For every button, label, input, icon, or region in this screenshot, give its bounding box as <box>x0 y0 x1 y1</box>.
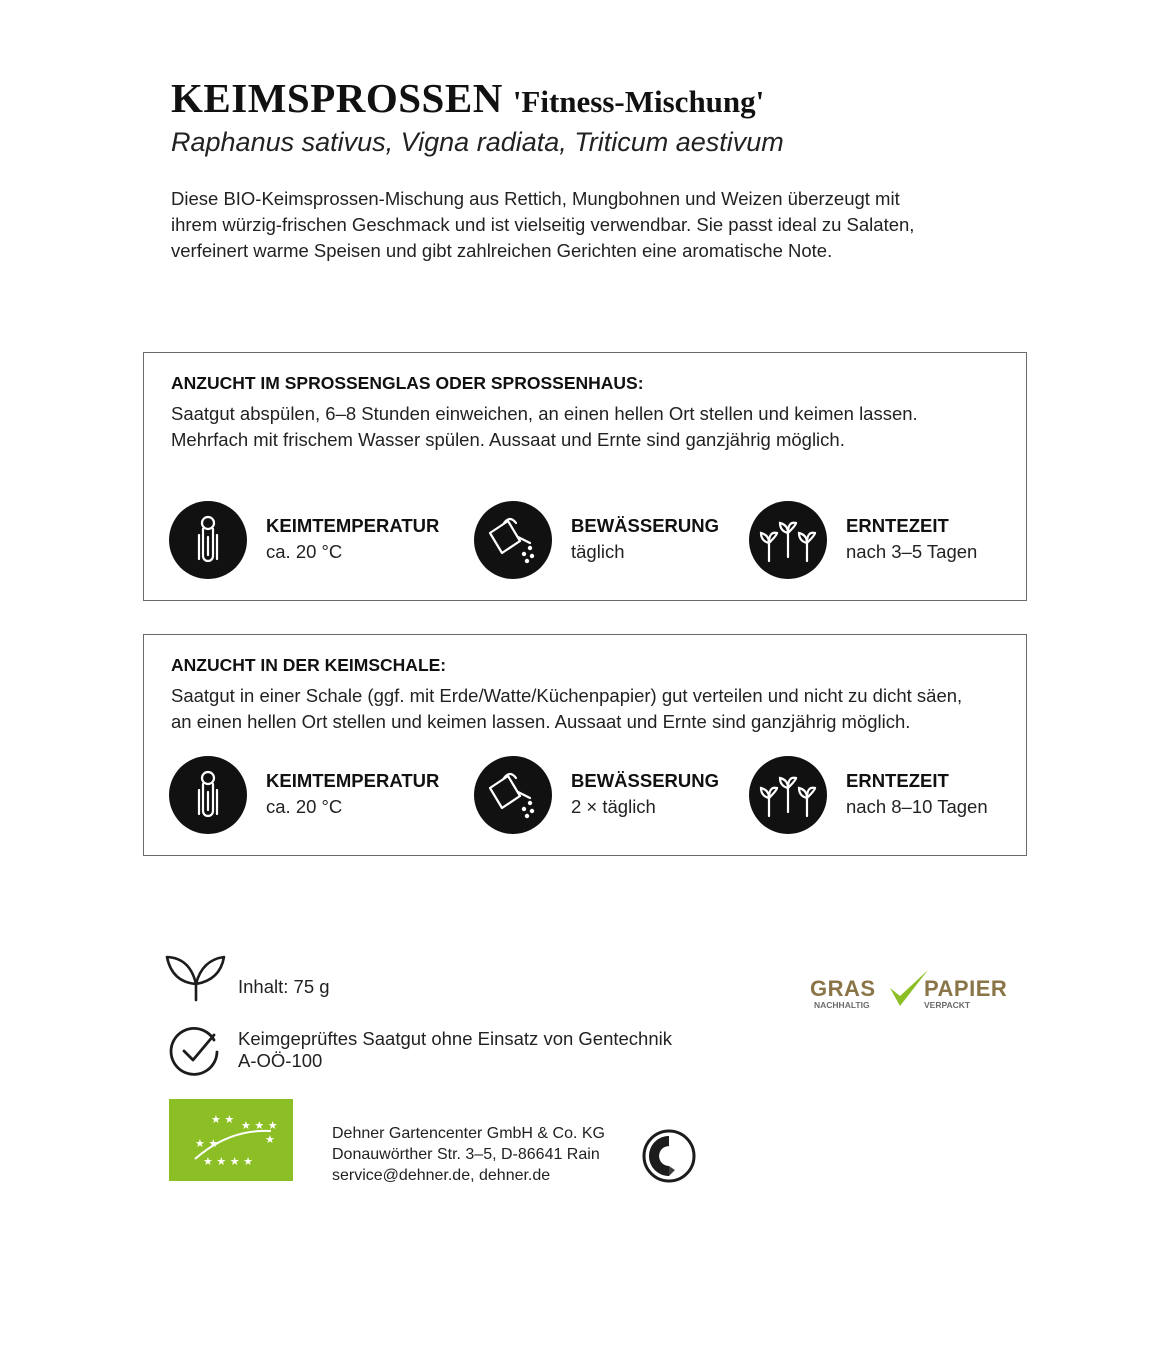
botanical-names: Raphanus sativus, Vigna radiata, Triticum aestivum <box>171 127 784 157</box>
section-text <box>171 401 918 453</box>
thermometer-icon <box>169 501 247 579</box>
company-name: Dehner Gartencenter GmbH & Co. KG <box>332 1125 605 1142</box>
feature-value: nach 3–5 Tagen <box>846 541 978 562</box>
certification-code: A-OÖ-100 <box>238 1050 323 1071</box>
feature-harvest <box>749 756 1019 834</box>
feature-label: ERNTEZEIT <box>846 515 949 536</box>
section-heading: ANZUCHT IN DER KEIMSCHALE: <box>171 655 447 675</box>
section-text <box>171 683 962 735</box>
checkmark-circle-icon <box>168 1024 222 1083</box>
feature-value: 2 × täglich <box>571 796 656 817</box>
green-dot-icon <box>641 1128 697 1189</box>
graspapier-logo <box>810 968 1010 1014</box>
graspapier-sub1: NACHHALTIG <box>814 1000 870 1010</box>
feature-value: nach 8–10 Tagen <box>846 796 988 817</box>
intro-line: ihrem würzig-frischen Geschmack und ist vielseitig verwendbar. Sie passt ideal zu Salaten, <box>171 214 915 235</box>
product-title <box>171 74 764 122</box>
feature-value: ca. 20 °C <box>266 541 343 562</box>
thermometer-icon <box>169 756 247 834</box>
company-address <box>332 1123 605 1186</box>
certification-text <box>238 1028 672 1072</box>
company-contact: service@dehner.de, dehner.de <box>332 1167 551 1184</box>
certification-line: Keimgeprüftes Saatgut ohne Einsatz von Gentechnik <box>238 1028 672 1049</box>
section-text-line: Mehrfach mit frischem Wasser spülen. Aussaat und Ernte sind ganzjährig möglich. <box>171 429 845 450</box>
feature-temperature <box>169 501 469 579</box>
feature-label: ERNTEZEIT <box>846 770 949 791</box>
intro-text <box>171 186 1001 264</box>
svg-text:★: ★ <box>265 1133 275 1146</box>
sprouts-icon <box>749 501 827 579</box>
graspapier-sub2: VERPACKT <box>924 1000 971 1010</box>
watering-can-icon <box>474 501 552 579</box>
feature-value: täglich <box>571 541 625 562</box>
section-sprout-jar <box>143 352 1027 601</box>
title-variety: 'Fitness-Mischung' <box>512 84 765 119</box>
feature-watering <box>474 501 754 579</box>
feature-label: BEWÄSSERUNG <box>571 515 720 536</box>
section-heading: ANZUCHT IM SPROSSENGLAS ODER SPROSSENHAUS: <box>171 373 644 393</box>
graspapier-check-icon <box>886 968 930 1012</box>
company-street: Donauwörther Str. 3–5, D-86641 Rain <box>332 1146 600 1163</box>
feature-label: BEWÄSSERUNG <box>571 770 720 791</box>
feature-value: ca. 20 °C <box>266 796 343 817</box>
title-main: KEIMSPROSSEN <box>171 75 503 121</box>
sprouts-icon <box>749 756 827 834</box>
svg-text:★ ★ ★: ★ ★ ★ <box>241 1119 278 1132</box>
svg-text:★ ★: ★ ★ <box>211 1113 235 1126</box>
svg-text:★ ★: ★ ★ <box>195 1137 219 1150</box>
feature-temperature <box>169 756 469 834</box>
section-text-line: Saatgut abspülen, 6–8 Stunden einweichen, an einen hellen Ort stellen und keimen lassen. <box>171 403 918 424</box>
graspapier-word1: GRAS <box>810 976 876 1001</box>
eu-organic-leaf-logo <box>169 1099 293 1181</box>
feature-harvest <box>749 501 1019 579</box>
section-sprout-tray <box>143 634 1027 856</box>
feature-label: KEIMTEMPERATUR <box>266 515 440 536</box>
svg-text:★ ★ ★ ★: ★ ★ ★ ★ <box>203 1155 253 1168</box>
feature-label: KEIMTEMPERATUR <box>266 770 440 791</box>
intro-line: Diese BIO-Keimsprossen-Mischung aus Rettich, Mungbohnen und Weizen überzeugt mit <box>171 188 900 209</box>
seedling-icon <box>164 952 228 1009</box>
content-amount: Inhalt: 75 g <box>238 976 330 997</box>
section-text-line: Saatgut in einer Schale (ggf. mit Erde/Watte/Küchenpapier) gut verteilen und nicht zu dicht säen, <box>171 685 963 706</box>
intro-line: verfeinert warme Speisen und gibt zahlreichen Gerichten eine aromatische Note. <box>171 240 833 261</box>
feature-watering <box>474 756 754 834</box>
section-text-line: an einen hellen Ort stellen und keimen lassen. Aussaat und Ernte sind ganzjährig möglich. <box>171 711 911 732</box>
watering-can-icon <box>474 756 552 834</box>
graspapier-word2: PAPIER <box>924 976 1008 1001</box>
